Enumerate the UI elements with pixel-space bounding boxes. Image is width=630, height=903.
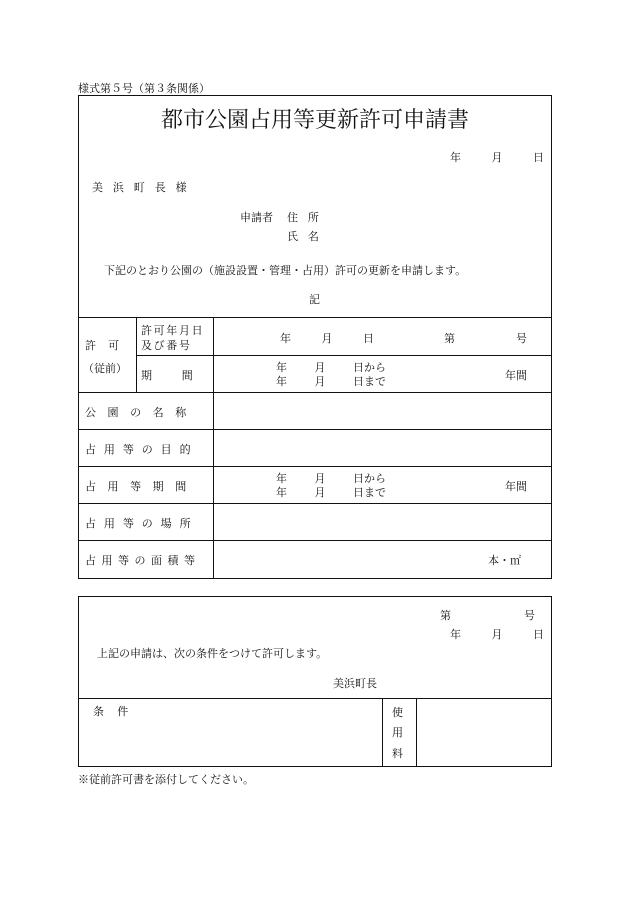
to-day: 日まで bbox=[353, 375, 386, 388]
occ-to-month: 月 bbox=[314, 486, 326, 499]
approval-year: 年 bbox=[450, 628, 461, 641]
table-line bbox=[78, 429, 552, 430]
approval-month: 月 bbox=[491, 628, 503, 641]
permit-year: 年 bbox=[280, 332, 291, 345]
approval-number-dai: 第 bbox=[440, 609, 451, 622]
table-line bbox=[78, 466, 552, 467]
fee-label-2: 用 bbox=[392, 726, 403, 739]
approval-divider bbox=[78, 698, 552, 699]
form-number: 様式第５号（第３条関係） bbox=[78, 82, 210, 95]
addressee: 美浜町長様 bbox=[92, 181, 197, 194]
occupancy-years-unit: 年間 bbox=[505, 480, 527, 493]
permit-date-label-2: 及び番号 bbox=[141, 339, 192, 352]
approval-col-line bbox=[382, 698, 383, 767]
occupancy-period-to bbox=[276, 484, 386, 500]
date-day: 日 bbox=[533, 151, 544, 164]
table-col-line bbox=[213, 317, 214, 579]
address-label: 住所 bbox=[287, 211, 329, 224]
occ-to-day: 日まで bbox=[353, 486, 386, 499]
occ-from-year: 年 bbox=[276, 472, 287, 485]
issuer: 美浜町長 bbox=[333, 677, 377, 690]
permit-date-cell bbox=[280, 330, 374, 346]
area-label: 占用等の面積等 bbox=[85, 554, 201, 567]
occ-from-month: 月 bbox=[314, 472, 326, 485]
table-line bbox=[78, 540, 552, 541]
conditions-label: 条件 bbox=[93, 705, 142, 718]
from-month: 月 bbox=[314, 361, 326, 374]
to-month: 月 bbox=[314, 375, 326, 388]
table-top-line bbox=[78, 317, 552, 318]
permit-date-label-1: 許可年月日 bbox=[141, 324, 205, 337]
fee-label-1: 使 bbox=[392, 706, 403, 719]
form-title: 都市公園占用等更新許可申請書 bbox=[160, 108, 469, 133]
permit-number-go: 号 bbox=[516, 332, 527, 345]
approval-section bbox=[78, 596, 552, 767]
footnote: ※従前許可書を添付してください。 bbox=[78, 773, 254, 786]
fee-label-3: 料 bbox=[392, 747, 403, 760]
purpose-label: 占用等の目的 bbox=[85, 443, 199, 456]
period-to bbox=[276, 373, 386, 389]
permit-day: 日 bbox=[363, 332, 374, 345]
table-line bbox=[136, 355, 552, 356]
ki-label: 記 bbox=[309, 293, 320, 306]
period-years-unit: 年間 bbox=[505, 369, 527, 382]
permit-label: 許可 bbox=[85, 339, 132, 352]
from-year: 年 bbox=[276, 361, 287, 374]
approval-date bbox=[450, 626, 544, 642]
park-name-label: 公園の名称 bbox=[85, 406, 198, 419]
area-unit: 本・㎡ bbox=[488, 554, 521, 567]
intro-text: 下記のとおり公園の（施設設置・管理・占用）許可の更新を申請します。 bbox=[104, 264, 467, 277]
approval-statement: 上記の申請は、次の条件をつけて許可します。 bbox=[97, 647, 328, 660]
approval-day: 日 bbox=[533, 628, 544, 641]
place-label: 占用等の場所 bbox=[85, 517, 199, 530]
applicant-label: 申請者 bbox=[240, 211, 273, 224]
to-year: 年 bbox=[276, 375, 287, 388]
occupancy-period-label: 占用等期間 bbox=[85, 480, 198, 493]
permit-number-dai: 第 bbox=[444, 332, 455, 345]
table-col-line bbox=[136, 317, 137, 392]
prior-label: （従前） bbox=[83, 362, 127, 375]
date-month: 月 bbox=[491, 151, 503, 164]
period-label: 期間 bbox=[141, 369, 223, 382]
date-line bbox=[450, 149, 544, 165]
occ-to-year: 年 bbox=[276, 486, 287, 499]
name-label: 氏名 bbox=[287, 230, 329, 243]
table-line bbox=[78, 503, 552, 504]
approval-number-go: 号 bbox=[524, 609, 535, 622]
date-year: 年 bbox=[450, 151, 461, 164]
permit-month: 月 bbox=[321, 332, 333, 345]
from-day: 日から bbox=[353, 361, 386, 374]
table-line bbox=[78, 392, 552, 393]
occ-from-day: 日から bbox=[353, 472, 386, 485]
approval-col-line bbox=[416, 698, 417, 767]
